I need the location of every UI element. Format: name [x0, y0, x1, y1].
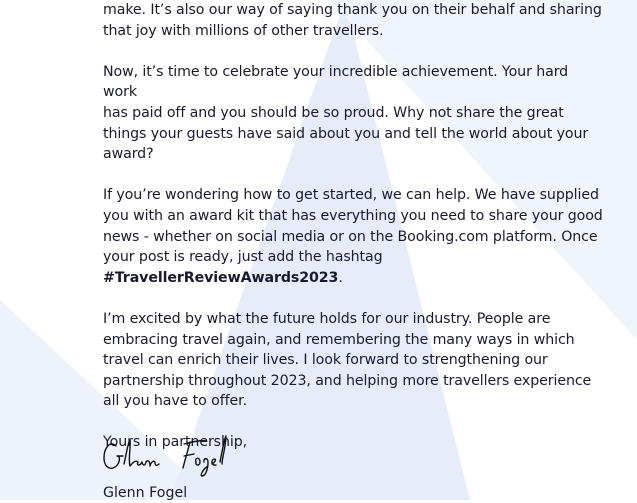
paragraph-1 [103, 0, 603, 41]
paragraph-line: you with an award kit that has everything you need to share your good [103, 207, 603, 224]
paragraph-line: If you’re wondering how to get started, we can help. We have supplied [103, 187, 599, 204]
paragraph-line: embracing travel again, and remembering the many ways in which [103, 331, 575, 348]
paragraph-line: has paid off and you should be so proud. Why not share the great [103, 104, 564, 121]
paragraph-line: news - whether on social media or on the Booking.com platform. Once [103, 228, 598, 245]
paragraph-line: Now, it’s time to celebrate your incredible achievement. Your hard work [103, 63, 569, 101]
letter-body [103, 0, 603, 453]
paragraph-2 [103, 62, 603, 165]
paragraph-line: award? [103, 146, 154, 163]
signer-name: Glenn Fogel [103, 485, 188, 501]
hashtag-suffix: . [338, 269, 343, 286]
handwritten-signature [100, 432, 240, 478]
paragraph-line: travel can enrich their lives. I look forward to strengthening our [103, 352, 548, 369]
paragraph-line [103, 247, 603, 288]
closing-line: Yours in partnership, [103, 434, 248, 451]
paragraph-line: partnership throughout 2023, and helping more travellers experience [103, 372, 592, 389]
paragraph-line: things your guests have said about you and tell the world about your [103, 125, 589, 142]
paragraph-line: make. It’s also our way of saying thank you on their behalf and sharing [103, 2, 602, 18]
paragraph-line: all you have to offer. [103, 393, 247, 410]
paragraph-3 [103, 185, 603, 288]
hashtag-prefix: your post is ready, just add the hashtag [103, 249, 383, 266]
paragraph-line: that joy with millions of other travellers. [103, 22, 384, 39]
paragraph-4 [103, 309, 603, 412]
hashtag: #TravellerReviewAwards2023 [103, 269, 339, 286]
paragraph-line: I’m excited by what the future holds for our industry. People are [103, 310, 551, 327]
